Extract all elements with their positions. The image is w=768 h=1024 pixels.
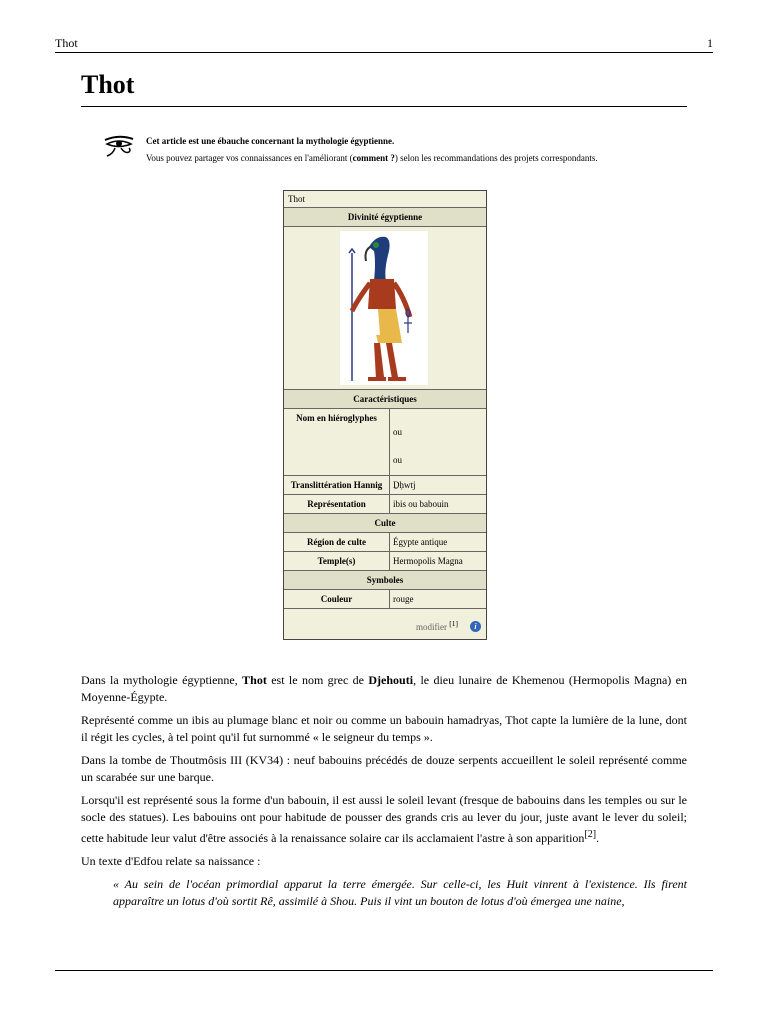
representation-key: Représentation [284,495,390,513]
region-value: Égypte antique [393,537,448,547]
modifier-ref[interactable]: [1] [449,619,458,628]
couleur-value: rouge [393,594,414,604]
info-icon[interactable]: i [470,621,481,632]
translit-key: Translittération Hannig [284,476,390,494]
stub-notice-text: Vous pouvez partager vos connaissances en l'améliorant (comment ?) selon les recommandations des projets correspondants. [146,153,598,163]
translit-value: Ḏḥwtj [393,480,416,490]
section-symboles: Symboles [284,571,486,589]
header-title: Thot [55,36,78,50]
section-caracteristiques: Caractéristiques [284,390,486,408]
section-culte: Culte [284,514,486,532]
infobox-name: Thot [284,191,486,207]
paragraph-3: Dans la tombe de Thoutmôsis III (KV34) : neuf babouins précédés de douze serpents accueillent le soleil représenté comme un scarabée sur une barque. [81,753,687,784]
paragraph-5: Un texte d'Edfou relate sa naissance : [81,854,261,868]
edfou-quote: « Au sein de l'océan primordial apparut la terre émergée. Sur celle-ci, les Huit vinrent à l'existence. Ils firent apparaître un lotus d'où sortit Rê, assimilé à Shou. Puis il vint un bouton de lotus d'où émergea une naine, [113,877,687,908]
paragraph-4: Lorsqu'il est représenté sous la forme d'un babouin, il est aussi le soleil levant (fresque de babouins dans les temples ou sur le socle des statues). Les babouins ont pour habitude de pousser des grands cris au lever du jour, juste avant le lever du soleil; cette habitude leur valut d'être associés à la renaissance solaire car ils acclamaient l'astre à son apparition[2]. [81,793,687,845]
representation-value: ibis ou babouin [393,499,449,509]
infobox [283,190,487,640]
region-key: Région de culte [284,533,390,551]
article-title: Thot [81,70,687,107]
temples-value: Hermopolis Magna [393,556,463,566]
article-body [81,672,687,910]
hieroglyphes-key: Nom en hiéroglyphes [284,409,390,475]
couleur-key: Couleur [284,590,390,608]
stub-notice-title: Cet article est une ébauche concernant la mythologie égyptienne. [146,136,395,146]
eye-of-horus-icon [103,134,135,158]
footer-rule [55,970,713,971]
thot-figure-image[interactable] [340,231,428,385]
ref-2[interactable]: [2] [584,829,597,840]
comment-link[interactable]: comment ? [352,153,395,163]
page-header [55,36,713,53]
page-number: 1 [707,36,713,50]
paragraph-2: Représenté comme un ibis au plumage blanc et noir ou comme un babouin hamadryas, Thot capte la lumière de la lune, dont il régit les cycles, à tel point qu'il fut surnommé « le seigneur du temps ». [81,713,687,744]
hieroglyphes-value: ou ou [393,427,402,465]
modifier-link[interactable]: modifier [1] [416,619,458,632]
infobox-subtitle: Divinité égyptienne [284,208,486,226]
paragraph-1: Dans la mythologie égyptienne, Thot est le nom grec de Djehouti, le dieu lunaire de Khemenou (Hermopolis Magna) en Moyenne-Égypte. [81,673,687,704]
temples-key: Temple(s) [284,552,390,570]
